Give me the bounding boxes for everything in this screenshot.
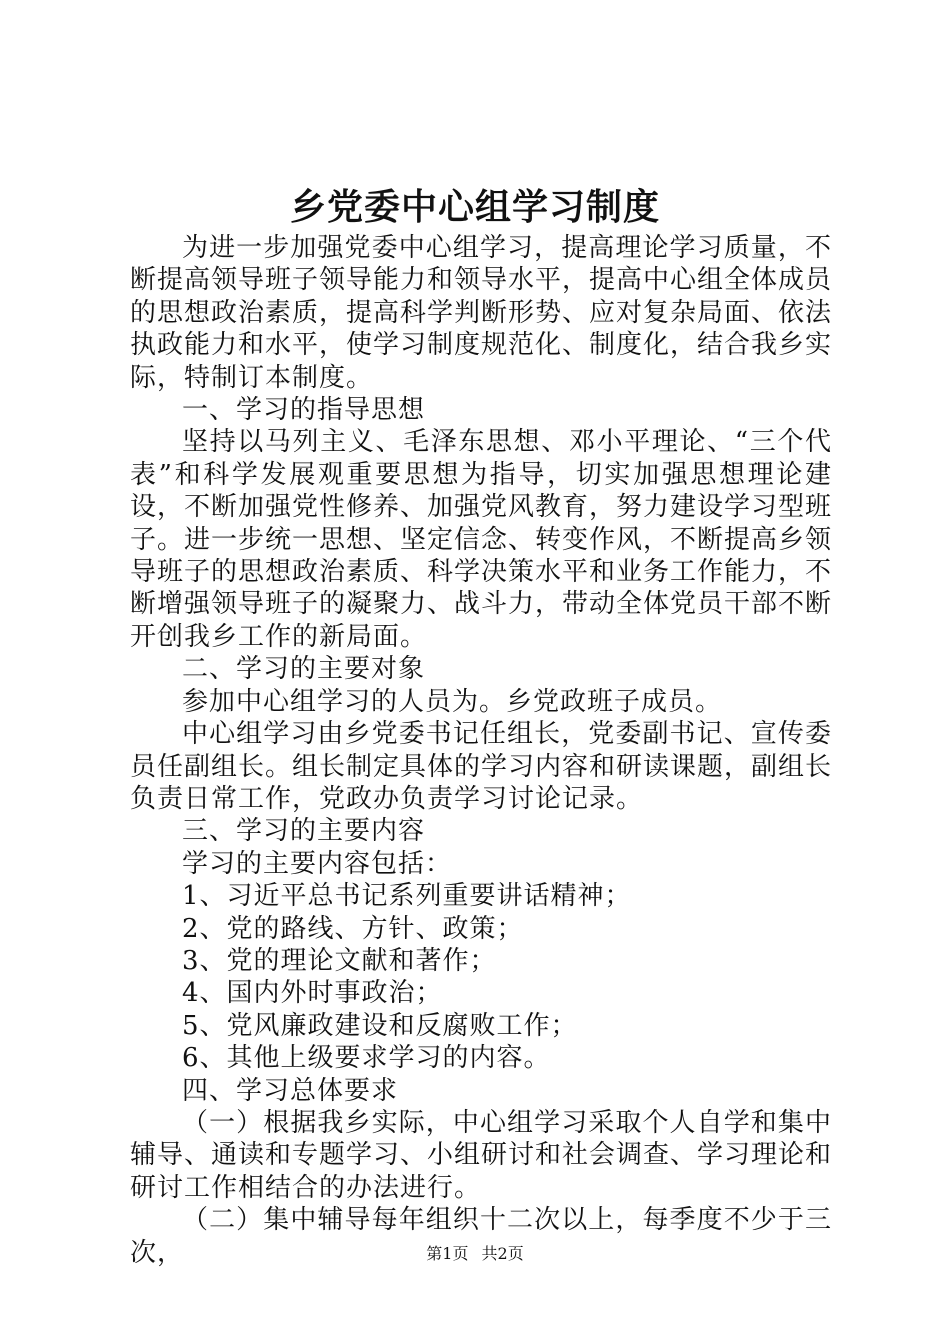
list-item: 5、党风廉政建设和反腐败工作； xyxy=(182,1010,578,1041)
section-heading-3: 三、学习的主要内容 xyxy=(182,816,426,847)
list-item: 3、党的理论文献和著作； xyxy=(182,945,497,976)
list-item: 2、党的路线、方针、政策； xyxy=(182,913,524,944)
page-number: 第1页 xyxy=(426,1244,469,1263)
section-heading-4: 四、学习总体要求 xyxy=(182,1075,399,1106)
page-total: 共2页 xyxy=(481,1244,524,1263)
list-item: 4、国内外时事政治； xyxy=(182,978,443,1009)
section-4-paragraph-1: （一）根据我乡实际，中心组学习采取个人自学和集中辅导、通读和专题学习、小组研讨和社会调查、学习理论和研讨工作相结合的办法进行。 xyxy=(130,1107,833,1203)
document-body xyxy=(130,232,832,1269)
section-1-paragraph: 坚持以马列主义、毛泽东思想、邓小平理论、“三个代表”和科学发展观重要思想为指导，切实加强思想理论建设，不断加强党性修养、加强党风教育，努力建设学习型班子。进一步统一思想、坚定信念、转变作风，不断提高乡领导班子的思想政治素质、科学决策水平和业务工作能力，不断增强领导班子的凝聚力、战斗力，带动全体党员干部不断开创我乡工作的新局面。 xyxy=(130,427,833,652)
section-heading-1: 一、学习的指导思想 xyxy=(182,395,426,426)
document-title: 乡党委中心组学习制度 xyxy=(289,187,660,228)
section-4-paragraph-2: （二）集中辅导每年组织十二次以上，每季度不少于三次， xyxy=(130,1205,832,1268)
list-item: 6、其他上级要求学习的内容。 xyxy=(182,1043,551,1074)
intro-paragraph: 为进一步加强党委中心组学习，提高理论学习质量，不断提高领导班子领导能力和领导水平，提高中心组全体成员的思想政治素质，提高科学判断形势、应对复杂局面、依法执政能力和水平，使学习制度规范化、制度化，结合我乡实际，特制订本制度。 xyxy=(130,233,833,393)
list-item: 1、习近平总书记系列重要讲话精神； xyxy=(182,881,632,912)
section-2-paragraph-1: 参加中心组学习的人员为。乡党政班子成员。 xyxy=(182,686,723,717)
section-2-paragraph-2: 中心组学习由乡党委书记任组长，党委副书记、宣传委员任副组长。组长制定具体的学习内容和研读课题，副组长负责日常工作，党政办负责学习讨论记录。 xyxy=(130,719,833,814)
section-3-intro: 学习的主要内容包括： xyxy=(182,848,453,879)
section-heading-2: 二、学习的主要对象 xyxy=(182,654,426,685)
page-footer xyxy=(0,1242,950,1266)
